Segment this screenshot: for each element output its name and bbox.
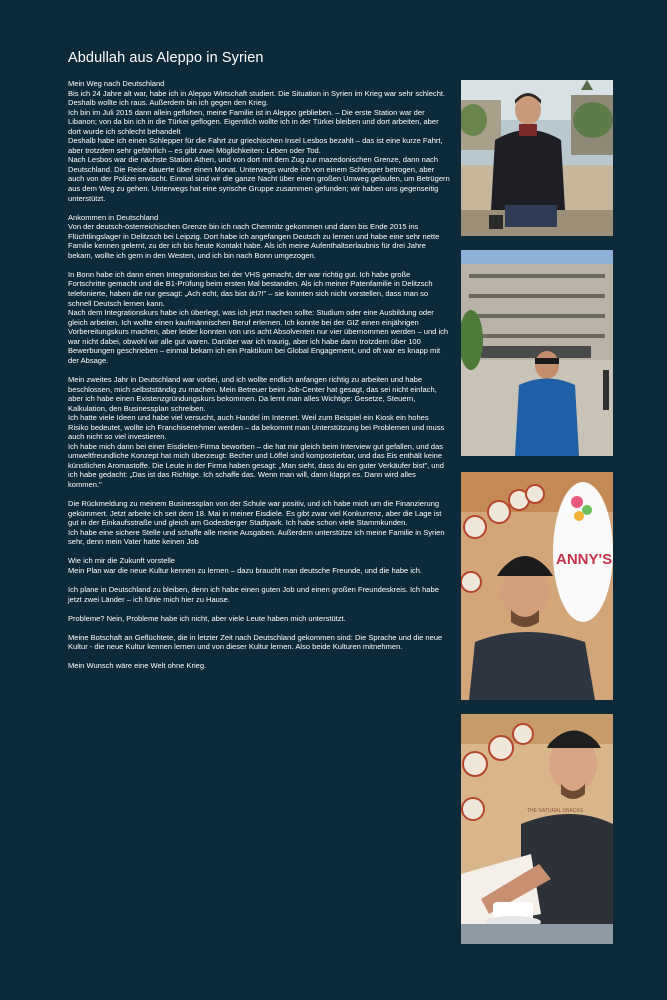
lead-wunsch: Mein Wunsch <box>68 661 114 671</box>
text-botschaft: , die in letzter Zeit nach Deutschland gekommen sind: Die Sprache und die neue Kultur - die neue Kultur kennen lernen und von dieser Kultur lernen. Also beide Kulturen mitnehmen. <box>68 632 443 652</box>
paragraph: Ich hatte viele Ideen und habe viel versucht, auch Handel im Internet. Weil zum Beispiel ein Kiosk ein hohes Risiko bedeutet, wollte ich Franchisenehmer werden – da bekommt man Unterstützung bei Problemen und muss auch nicht so viel investieren. <box>68 413 445 442</box>
page-title: Abdullah aus Aleppo in Syrien <box>68 50 264 66</box>
paragraph: Nach Lesbos war die nächste Station Athen, und von dort mit dem Zug zur mazedonischen Grenze, dann nach Deutschland. Die Reise dauerte über einen Monat. Unterwegs wurde ich von einem Schlepper betrogen, aber auch von der Polizei erwischt. Einmal sind wir die ganze Nacht über einen großen Umweg gelaufen, um Betrügern aus dem Weg zu gehen. Unterwegs hat eine syrische Gruppe zusammen gefunden; wir haben uns gegenseitig unterstützt. <box>68 155 450 203</box>
lead-botschaft: Meine Botschaft an Geflüchtete <box>68 632 174 642</box>
paragraph-probleme <box>68 614 450 624</box>
paragraph: Ich habe eine sichere Stelle und schaffe alle meine Ausgaben. Außerdem unterstütze ich meine Familie in Syrien sehr, denn mein Vater hatte keinen Job <box>68 527 445 547</box>
section-heading-ankommen: Ankommen in Deutschland <box>68 212 159 222</box>
paragraph: Die Rückmeldung zu meinem Businessplan von der Schule war positiv, und ich habe mich um die Finanzierung gekümmert. Jetzt arbeite ich seit dem 18. Mai in meiner Eisdiele. Es gibt zwar viel Konkurrenz, aber die Lage ist gut in der Einkaufsstraße und gleich am Godesberger Stadtpark. Ich habe schon viele Stammkunden. <box>68 499 442 528</box>
paragraph: Mein zweites Jahr in Deutschland war vorbei, und ich wollte endlich anfangen richtig zu arbeiten und habe beschlossen, mich selbstständig zu machen. Mein Betreuer beim Job-Center hat gesagt, das sei nicht einfach, aber ich habe einen Existenzgründungskurs bekommen. Da lernt man alles Wichtige: Gesetze, Steuern, Kalkulation, den Businessplan schreiben. <box>68 374 437 413</box>
paragraph: Ich bin im Juli 2015 dann allein geflohen, meine Familie ist in Aleppo geblieben. – Die erste Station war der Libanon; von da bin ich in die Türkei geflogen. Eigentlich wollte ich in der Türkei bleiben und dort arbeiten, aber dort wurde ich schlecht behandelt <box>68 107 439 136</box>
paragraph: In Bonn habe ich dann einen Integrationskus bei der VHS gemacht, der war richtig gut. Ich habe große Fortschritte gemacht und die B1-Prüfung beim ersten Mal bestanden. Als ich meiner Patenfamilie in Delitzsch telefonierte, haben die nur gesagt: „Ach echt, das bist du?!" – sie konnten sich nicht vorstellen, dass man so schnell Deutsch lernen kann. <box>68 269 433 308</box>
shop-sign-text: ANNY'S <box>556 551 613 568</box>
paragraph: Ich plane in Deutschland zu bleiben, denn ich habe einen guten Job und einen großen Freundeskreis. Ich habe jetzt zwei Länder – ich fühle mich hier zu Hause. <box>68 584 439 604</box>
photo-eisdiele-2 <box>461 714 613 944</box>
shop-sub-text: THE NATURAL SNACKS <box>527 808 584 814</box>
paragraph: Mein Plan war die neue Kultur kennen zu lernen – dazu braucht man deutsche Freunde, und die habe ich. <box>68 565 423 575</box>
paragraph-wunsch <box>68 661 450 671</box>
paragraph: Bis ich 24 Jahre alt war, habe ich in Aleppo Wirtschaft studiert. Die Situation in Syrien im Krieg war sehr schlecht. Deshalb wollte ich raus. Außerdem bin ich gegen den Krieg. <box>68 88 446 108</box>
section-heading-weg: Mein Weg nach Deutschland <box>68 79 165 88</box>
photo-building <box>461 250 613 456</box>
paragraph: Deshalb habe ich einen Schlepper für die Fahrt zur griechischen Insel Lesbos bezahlt – das ist eine kurze Fahrt, aber trotzdem sehr gefährlich – es gibt zwei Möglichkeiten: Leben oder Tod. <box>68 136 443 155</box>
article-body <box>68 79 450 671</box>
text-wunsch: wäre eine Welt ohne Krieg. <box>113 661 207 671</box>
paragraph: Von der deutsch-österreichischen Grenze bin ich nach Chemnitz gekommen und dann bis Ende 2015 ins Flüchtlingslager in Delitzsch bei Leipzig. Dort habe ich angefangen Deutsch zu lernen und habe eine sehr nette Familie kennen gelernt, zu der ich bis heute Kontakt habe. Als ich meine Aufenthaltserlaubnis für drei Jahre bekam, wollte ich gern in den Westen, und ich bin nach Bonn umgezogen. <box>68 222 440 260</box>
text-probleme: Nein, Probleme habe ich nicht, aber viele Leute haben mich unterstützt. <box>104 613 346 623</box>
photo-aleppo <box>461 80 613 236</box>
lead-probleme: Probleme? <box>68 613 105 623</box>
paragraph-botschaft <box>68 633 450 652</box>
photo-eisdiele-1 <box>461 472 613 700</box>
paragraph: Nach dem Integrationskurs habe ich überlegt, was ich jetzt machen sollte: Studium oder eine Ausbildung oder gleich arbeiten. Ich wollte einen kaufmännischen Beruf erlernen. Ich konnte bei der GIZ einen einjährigen Vorbereitungskurs machen, aber leider konnten von uns acht Absolventen nur vier übernommen werden – und ich war nicht dabei, obwohl wir alle gut waren. Darüber war ich traurig, aber ich habe dann trotzdem über 100 Bewerbungen geschrieben – einmal bekam ich ein Praktikum bei Global Engagement, und oft war es knapp mit der Absage. <box>68 308 449 365</box>
paragraph: Ich habe mich dann bei einer Eisdielen-Firma beworben – die hat mir gleich beim Interview gut gefallen, und das umweltfreundliche Konzept hat mich überzeugt: Becher und Löffel sind kompostierbar, und das Eis enthält keine künstlichen Aromastoffe. Die Leute in der Firma haben gesagt: „Man sieht, dass du ein guter Verkäufer bist", und ich habe gedacht: „Das ist das Richtige. Ich schaffe das. Wenn man will, dann klappt es. Dann wird alles kommen." <box>68 441 444 489</box>
section-heading-zukunft: Wie ich mir die Zukunft vorstelle <box>68 556 175 566</box>
